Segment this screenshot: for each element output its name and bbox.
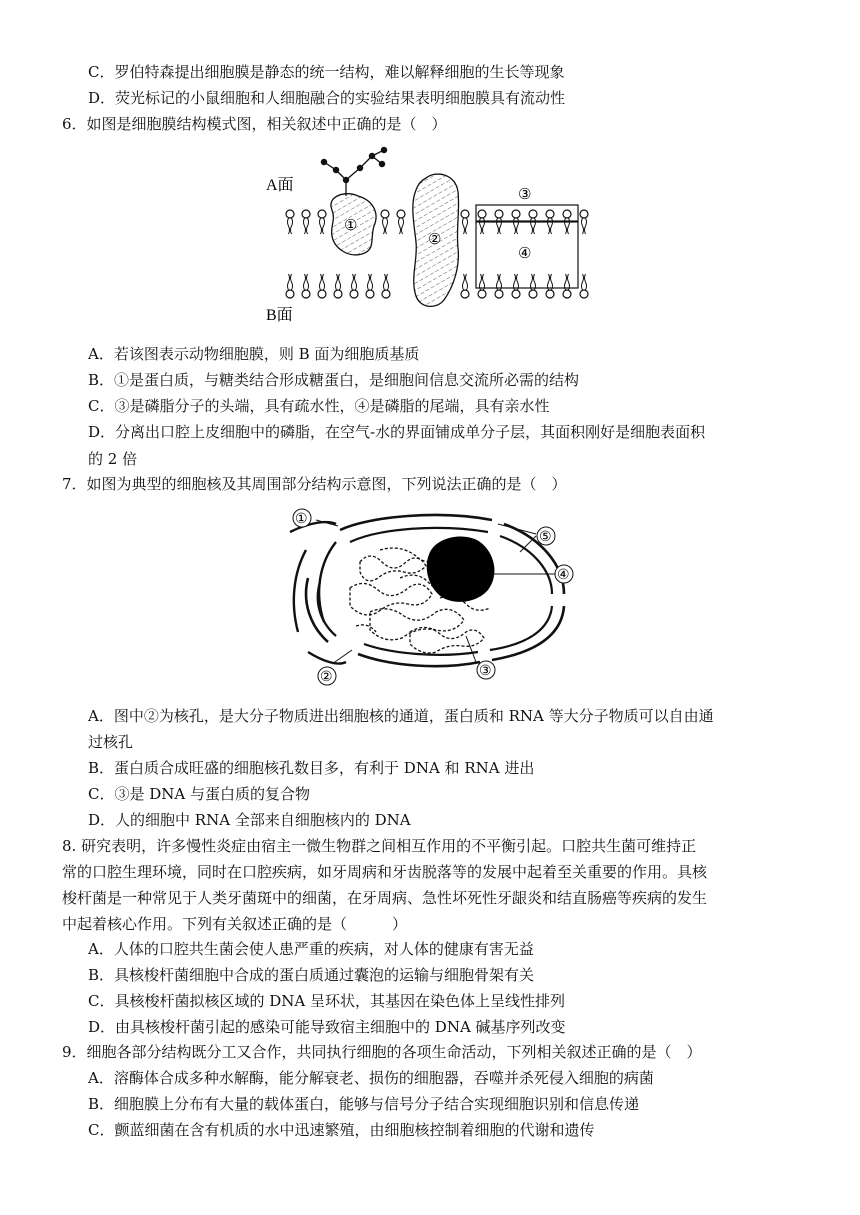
q7-option-a: A．图中②为核孔，是大分子物质进出细胞核的通道，蛋白质和 RNA 等大分子物质可以自由通 <box>88 707 714 725</box>
nucleolus <box>427 537 495 602</box>
nucleus-diagram <box>280 502 580 692</box>
label-3: ③ <box>518 187 532 203</box>
q8-stem-line2: 常的口腔生理环境，同时在口腔疾病，如牙周病和牙齿脱落等的发展中起着至关重要的作用。具核 <box>62 863 708 881</box>
q9-option-c: C．颤蓝细菌在含有机质的水中迅速繁殖，由细胞核控制着细胞的代谢和遗传 <box>88 1121 595 1139</box>
leader-3 <box>466 636 476 662</box>
q5-option-c: C．罗伯特森提出细胞膜是静态的统一结构，难以解释细胞的生长等现象 <box>88 63 565 81</box>
q8-stem-line3: 梭杆菌是一种常见于人类牙菌斑中的细菌，在牙周病、急性坏死性牙龈炎和结直肠癌等疾病的发生 <box>62 889 708 907</box>
q7-option-d: D．人的细胞中 RNA 全部来自细胞核内的 DNA <box>88 811 411 829</box>
q6-option-a: A．若该图表示动物细胞膜，则 B 面为细胞质基质 <box>88 345 420 363</box>
label-3: ③ <box>479 664 492 679</box>
q7-stem: 7．如图为典型的细胞核及其周围部分结构示意图，下列说法正确的是（ ） <box>62 475 567 493</box>
q8-option-c: C．具核梭杆菌拟核区域的 DNA 呈环状，其基因在染色体上呈线性排列 <box>88 992 566 1010</box>
q8-option-b: B．具核梭杆菌细胞中合成的蛋白质通过囊泡的运输与细胞骨架有关 <box>88 966 535 984</box>
q8-option-d: D．由具核梭杆菌引起的感染可能导致宿主细胞中的 DNA 碱基序列改变 <box>88 1018 566 1036</box>
label-2: ② <box>428 232 442 248</box>
q7-option-a-cont: 过核孔 <box>88 733 134 751</box>
q7-option-b: B．蛋白质合成旺盛的细胞核孔数目多，有利于 DNA 和 RNA 进出 <box>88 759 535 777</box>
sugar-chain <box>321 147 386 196</box>
q8-option-a: A．人体的口腔共生菌会使人患严重的疾病，对人体的健康有害无益 <box>88 940 534 958</box>
leader-2 <box>332 650 352 664</box>
leader-5a <box>498 524 536 534</box>
q6-option-c: C．③是磷脂分子的头端，具有疏水性，④是磷脂的尾端，具有亲水性 <box>88 397 550 415</box>
q6-option-b: B．①是蛋白质，与糖类结合形成糖蛋白，是细胞间信息交流所必需的结构 <box>88 371 580 389</box>
q6-option-d-cont: 的 2 倍 <box>88 450 138 468</box>
q6-option-d: D．分离出口腔上皮细胞中的磷脂，在空气-水的界面铺成单分子层，其面积刚好是细胞表面积 <box>88 423 706 441</box>
endoplasmic-reticulum <box>290 522 346 663</box>
label-1: ① <box>295 512 308 527</box>
q8-stem-line4: 中起着核心作用。下列有关叙述正确的是（ ） <box>62 915 408 933</box>
q9-option-b: B．细胞膜上分布有大量的载体蛋白，能够与信号分子结合实现细胞识别和信息传递 <box>88 1095 640 1113</box>
face-a-label: A面 <box>266 177 294 194</box>
label-4: ④ <box>518 246 532 262</box>
q9-option-a: A．溶酶体合成多种水解酶，能分解衰老、损伤的细胞器，吞噬并杀死侵入细胞的病菌 <box>88 1069 654 1087</box>
label-2: ② <box>320 670 333 685</box>
label-5: ⑤ <box>539 530 552 545</box>
q6-stem: 6．如图是细胞膜结构模式图，相关叙述中正确的是（ ） <box>62 115 447 133</box>
q9-stem: 9．细胞各部分结构既分工又合作，共同执行细胞的各项生命活动，下列相关叙述正确的是（ ） <box>62 1043 702 1061</box>
label-1: ① <box>344 218 358 234</box>
cell-membrane-diagram <box>260 144 600 334</box>
face-b-label: B面 <box>266 307 293 324</box>
q7-option-c: C．③是 DNA 与蛋白质的复合物 <box>88 785 310 803</box>
q8-stem-line1: 8. 研究表明，许多慢性炎症由宿主一微生物群之间相互作用的不平衡引起。口腔共生菌可维持正 <box>62 837 697 855</box>
q5-option-d: D．荧光标记的小鼠细胞和人细胞融合的实验结果表明细胞膜具有流动性 <box>88 89 566 107</box>
label-4: ④ <box>557 568 570 583</box>
